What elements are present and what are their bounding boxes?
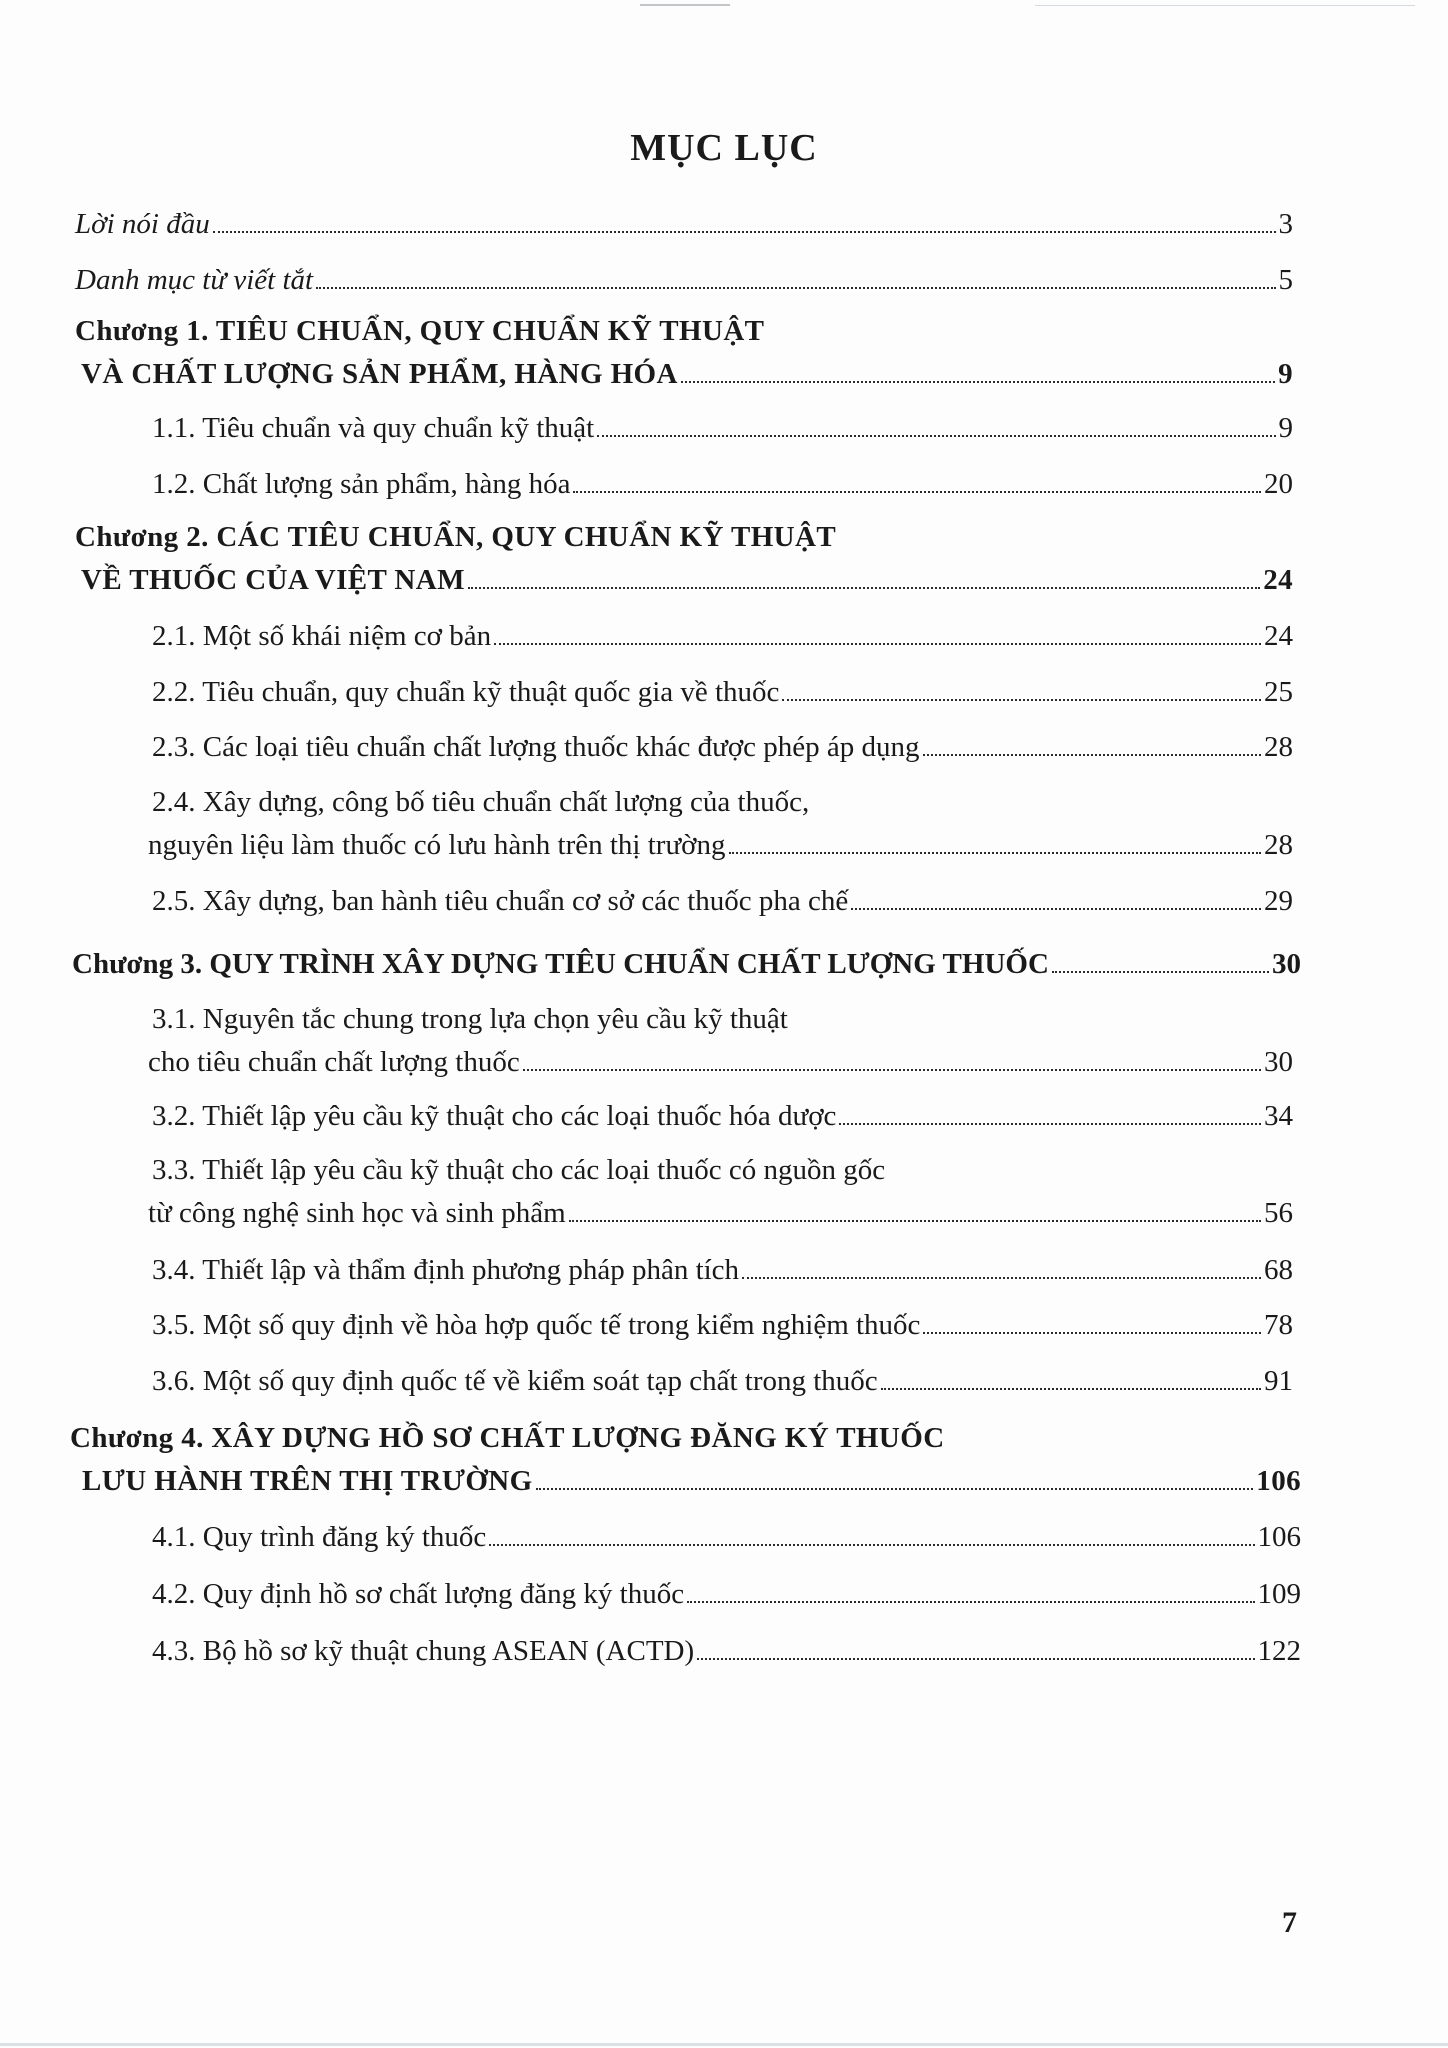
toc-entry-text: 2.3. Các loại tiêu chuẩn chất lượng thuốc khác được phép áp dụng (152, 731, 920, 763)
toc-section-3-4[interactable] (152, 1256, 1293, 1285)
toc-page-number: 5 (1278, 264, 1293, 296)
toc-section-1-2[interactable] (152, 470, 1293, 499)
toc-entry-text: 4.1. Quy trình đăng ký thuốc (152, 1521, 487, 1553)
toc-page-number: 56 (1264, 1197, 1293, 1229)
dot-leader (923, 754, 1261, 756)
toc-entry-text: 2.1. Một số khái niệm cơ bản (152, 620, 492, 652)
dot-leader (681, 381, 1275, 383)
chapter-title-line1: Chương 2. CÁC TIÊU CHUẨN, QUY CHUẨN KỸ THUẬT (75, 521, 837, 553)
dot-leader (742, 1277, 1261, 1279)
toc-page-number: 78 (1264, 1309, 1293, 1341)
toc-page-number: 28 (1264, 731, 1293, 763)
dot-leader (573, 491, 1261, 493)
toc-page-number: 106 (1257, 1521, 1301, 1553)
toc-section-3-2[interactable] (152, 1102, 1293, 1131)
toc-entry-text: 4.3. Bộ hồ sơ kỹ thuật chung ASEAN (ACTD) (152, 1635, 695, 1667)
toc-entry-text: 1.1. Tiêu chuẩn và quy chuẩn kỹ thuật (152, 412, 595, 444)
dot-leader (729, 852, 1261, 854)
toc-page-number: 30 (1272, 948, 1301, 980)
dot-leader (468, 587, 1260, 589)
toc-page-number: 122 (1257, 1635, 1301, 1667)
toc-section-3-1[interactable] (148, 1003, 1293, 1078)
dot-leader (782, 699, 1261, 701)
toc-entry-text: 4.2. Quy định hồ sơ chất lượng đăng ký thuốc (152, 1578, 685, 1610)
toc-entry-text-line1: 3.1. Nguyên tắc chung trong lựa chọn yêu cầu kỹ thuật (152, 1003, 788, 1035)
toc-chapter-1[interactable] (75, 317, 1293, 389)
toc-page-number: 9 (1278, 358, 1293, 390)
toc-entry-text: 2.5. Xây dựng, ban hành tiêu chuẩn cơ sở các thuốc pha chế (152, 885, 849, 917)
chapter-title: Chương 3. QUY TRÌNH XÂY DỰNG TIÊU CHUẨN CHẤT LƯỢNG THUỐC (72, 948, 1049, 980)
toc-page-number: 24 (1264, 620, 1293, 652)
toc-section-1-1[interactable] (152, 414, 1293, 443)
toc-title: MỤC LỤC (630, 127, 818, 169)
toc-page-number: 28 (1264, 829, 1293, 861)
toc-page-number: 9 (1278, 412, 1293, 444)
dot-leader (316, 287, 1275, 289)
toc-entry-text-line2: nguyên liệu làm thuốc có lưu hành trên thị trường (148, 829, 726, 861)
dot-leader (923, 1332, 1261, 1334)
toc-entry-preface[interactable] (75, 210, 1293, 239)
toc-entry-text: 3.4. Thiết lập và thẩm định phương pháp phân tích (152, 1254, 740, 1286)
toc-page-number: 109 (1257, 1578, 1301, 1610)
toc-section-4-1[interactable] (152, 1523, 1301, 1552)
toc-page-number: 20 (1264, 468, 1293, 500)
toc-entry-text: 1.2. Chất lượng sản phẩm, hàng hóa (152, 468, 571, 500)
scan-edge-mark (640, 4, 730, 6)
toc-page-number: 91 (1264, 1365, 1293, 1397)
scan-bottom-edge (0, 2043, 1448, 2046)
dot-leader (523, 1069, 1261, 1071)
dot-leader (569, 1220, 1261, 1222)
toc-page-number: 24 (1263, 564, 1293, 596)
chapter-title-line2: VỀ THUỐC CỦA VIỆT NAM (81, 564, 465, 596)
chapter-title-line2: VÀ CHẤT LƯỢNG SẢN PHẨM, HÀNG HÓA (81, 358, 678, 390)
toc-entry-text: Lời nói đầu (75, 208, 210, 240)
dot-leader (494, 643, 1261, 645)
toc-page-number: 29 (1264, 885, 1293, 917)
toc-chapter-4[interactable] (70, 1424, 1301, 1496)
toc-page-number: 106 (1256, 1465, 1301, 1497)
toc-page-number: 30 (1264, 1046, 1293, 1078)
toc-entry-text: 3.2. Thiết lập yêu cầu kỹ thuật cho các loại thuốc hóa dược (152, 1100, 837, 1132)
toc-section-4-3[interactable] (152, 1637, 1301, 1666)
toc-section-2-2[interactable] (152, 678, 1293, 707)
chapter-title-line2: LƯU HÀNH TRÊN THỊ TRƯỜNG (82, 1465, 533, 1497)
toc-section-2-1[interactable] (152, 622, 1293, 651)
dot-leader (851, 908, 1261, 910)
toc-section-3-5[interactable] (152, 1311, 1293, 1340)
toc-entry-text: Danh mục từ viết tắt (75, 264, 314, 296)
toc-entry-text-line1: 3.3. Thiết lập yêu cầu kỹ thuật cho các loại thuốc có nguồn gốc (152, 1154, 886, 1186)
chapter-title-line1: Chương 4. XÂY DỰNG HỒ SƠ CHẤT LƯỢNG ĐĂNG KÝ THUỐC (70, 1422, 945, 1454)
toc-section-3-6[interactable] (152, 1367, 1293, 1396)
page-number: 7 (1282, 1906, 1297, 1939)
scan-edge-line (1035, 5, 1415, 6)
dot-leader (687, 1601, 1254, 1603)
toc-chapter-3[interactable] (72, 950, 1301, 979)
toc-page-number: 25 (1264, 676, 1293, 708)
toc-entry-text: 2.2. Tiêu chuẩn, quy chuẩn kỹ thuật quốc gia về thuốc (152, 676, 780, 708)
dot-leader (697, 1658, 1254, 1660)
toc-section-3-3[interactable] (148, 1154, 1293, 1229)
toc-entry-text: 3.5. Một số quy định về hòa hợp quốc tế trong kiểm nghiệm thuốc (152, 1309, 921, 1341)
dot-leader (213, 231, 1276, 233)
dot-leader (536, 1488, 1254, 1490)
toc-entry-text-line2: từ công nghệ sinh học và sinh phẩm (148, 1197, 566, 1229)
toc-section-2-4[interactable] (148, 786, 1293, 861)
toc-section-2-3[interactable] (152, 733, 1293, 762)
toc-page-number: 34 (1264, 1100, 1293, 1132)
dot-leader (489, 1544, 1254, 1546)
dot-leader (597, 435, 1275, 437)
dot-leader (839, 1123, 1261, 1125)
toc-entry-text: 3.6. Một số quy định quốc tế về kiểm soát tạp chất trong thuốc (152, 1365, 878, 1397)
toc-entry-abbreviations[interactable] (75, 266, 1293, 295)
toc-chapter-2[interactable] (75, 523, 1293, 595)
toc-entry-text-line2: cho tiêu chuẩn chất lượng thuốc (148, 1046, 520, 1078)
toc-entry-text-line1: 2.4. Xây dựng, công bố tiêu chuẩn chất lượng của thuốc, (152, 786, 810, 818)
toc-page-number: 3 (1278, 208, 1293, 240)
dot-leader (881, 1388, 1261, 1390)
dot-leader (1052, 971, 1269, 973)
toc-page-number: 68 (1264, 1254, 1293, 1286)
toc-section-2-5[interactable] (152, 887, 1293, 916)
toc-section-4-2[interactable] (152, 1580, 1301, 1609)
chapter-title-line1: Chương 1. TIÊU CHUẨN, QUY CHUẨN KỸ THUẬT (75, 315, 765, 347)
